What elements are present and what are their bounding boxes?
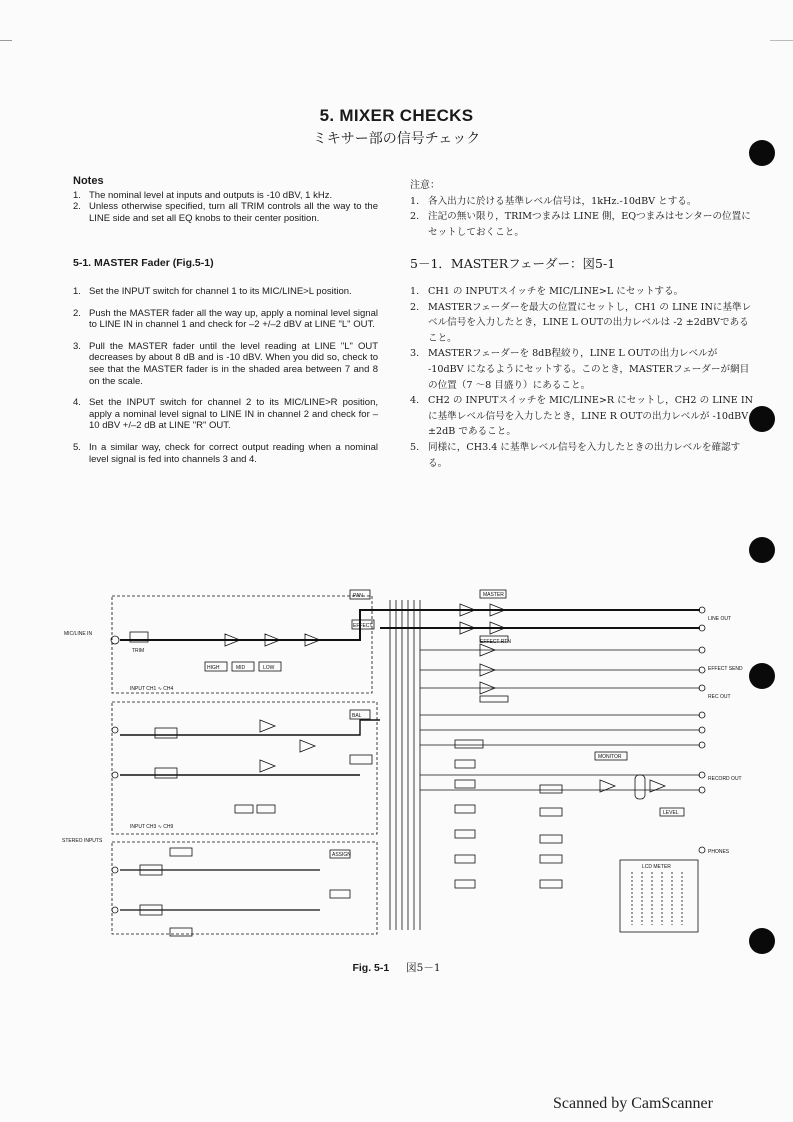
note-text: 注記の無い限り，TRIMつまみは LINE 側，EQつまみはセンターの位置にセットしておくこと。 <box>428 211 751 238</box>
step-item-japanese <box>410 284 755 300</box>
label-stereo-inputs: STEREO INPUTS <box>62 838 103 844</box>
note-text: The nominal level at inputs and outputs is -10 dBV, 1 kHz. <box>89 189 333 201</box>
step-text: In a similar way, check for correct output reading when a nominal level signal is fed into channels 3 and 4. <box>89 441 378 465</box>
scanner-watermark: Scanned by CamScanner <box>553 1095 713 1112</box>
label-effect-send: EFFECT SEND <box>708 666 743 672</box>
binder-hole <box>749 663 775 689</box>
label-mid: MID <box>236 665 246 671</box>
step-item <box>73 397 378 432</box>
step-item <box>73 341 378 387</box>
step-item-japanese <box>410 346 755 393</box>
note-number: 1. <box>73 189 81 201</box>
japanese-column <box>410 178 755 471</box>
step-text: CH1 の INPUTスイッチを MIC/LINE>L にセットする。 <box>428 285 684 297</box>
label-record-out: RECORD OUT <box>708 776 742 782</box>
label-assign: ASSIGN <box>332 852 351 858</box>
label-level: LEVEL <box>663 810 679 816</box>
step-number: 3. <box>73 340 81 352</box>
figure-caption-jp: 図5－1 <box>406 962 441 974</box>
step-number: 3. <box>410 348 420 360</box>
step-item-japanese <box>410 440 755 471</box>
label-bal: BAL <box>352 713 362 719</box>
label-mic-line-in: MIC/LINE IN <box>64 631 93 637</box>
note-number: 1. <box>410 195 420 207</box>
binder-hole <box>749 928 775 954</box>
label-monitor: MONITOR <box>598 754 622 760</box>
scan-edge <box>0 40 12 41</box>
input-module-frame-ch3 <box>112 702 377 834</box>
page-title: 5. MIXER CHECKS <box>319 106 474 125</box>
step-text: Set the INPUT switch for channel 2 to its MIC/LINE>R position, apply a nominal level signal to LINE IN in channel 2 and check for –10 dBV +/–2 dB at LINE "R" OUT. <box>89 397 378 432</box>
step-number: 5. <box>73 441 81 453</box>
step-text: CH2 の INPUTスイッチを MIC/LINE>R にセットし，CH2 の LINE IN に基準レベル信号を入力したとき，LINE R OUTの出力レベルが -10dBV ±2dB であること。 <box>428 395 754 438</box>
step-item <box>73 308 378 331</box>
label-rec-out: REC OUT <box>708 694 731 700</box>
step-number: 5. <box>410 441 420 453</box>
step-number: 4. <box>73 397 81 409</box>
mixer-block-diagram <box>60 580 750 940</box>
label-input-ch3: INPUT CH3 ∿ CH9 <box>130 824 174 830</box>
label-trim: TRIM <box>132 648 145 654</box>
notes-heading-japanese: 注意： <box>410 180 440 191</box>
step-number: 1. <box>73 285 81 297</box>
note-text: 各入出力に於ける基準レベル信号は，1kHz.-10dBV とする。 <box>428 195 697 207</box>
page-title-japanese: ミキサー部の信号チェック <box>312 131 481 147</box>
step-item <box>73 286 378 298</box>
note-item <box>73 201 378 224</box>
figure-caption <box>0 960 793 975</box>
step-item-japanese <box>410 393 755 440</box>
label-master: MASTER <box>483 592 504 598</box>
step-text: Set the INPUT switch for channel 1 to its MIC/LINE>L position. <box>89 285 352 297</box>
note-number: 2. <box>73 201 81 213</box>
label-effect: EFFECT <box>353 623 373 629</box>
step-text: Push the MASTER fader all the way up, apply a nominal level signal to LINE IN in channel 1 and check for –2 +/–2 dBV at LINE "L" OUT. <box>89 307 378 331</box>
label-input-ch1: INPUT CH1 ∿ CH4 <box>130 686 174 692</box>
label-phones: PHONES <box>708 849 730 855</box>
note-item-japanese <box>410 194 755 210</box>
notes-heading: Notes <box>73 175 104 187</box>
step-text: Pull the MASTER fader until the level reading at LINE "L" OUT decreases by about 8 dB and is -10 dBV. When you did so, check to see that the MASTER fader is in the shaded area between 7 and 8 on the scale. <box>89 340 378 387</box>
label-high: HIGH <box>207 665 220 671</box>
step-item <box>73 442 378 465</box>
label-low: LOW <box>263 665 275 671</box>
step-number: 2. <box>410 301 420 313</box>
label-lcd-meter: LCD METER <box>642 864 671 870</box>
figure-caption-en: Fig. 5-1 <box>352 962 390 974</box>
scan-edge <box>770 40 793 41</box>
note-number: 2. <box>410 211 420 223</box>
binder-hole <box>749 537 775 563</box>
note-text: Unless otherwise specified, turn all TRIM controls all the way to the LINE side and set all EQ knobs to their center position. <box>89 201 378 224</box>
step-number: 1. <box>410 285 420 297</box>
step-text: 同様に，CH3.4 に基準レベル信号を入力したときの出力レベルを確認する。 <box>428 441 741 469</box>
label-line-out: LINE OUT <box>708 616 732 622</box>
section-heading-japanese: 5－1．MASTERフェーダー：図5-1 <box>410 256 616 272</box>
step-text: MASTERフェーダーを 8dB程絞り，LINE L OUTの出力レベルが -10dBV になるようにセットする。このとき，MASTERフェーダーが網目の位置（7 ～8 目盛り）にあること。 <box>428 348 750 391</box>
section-heading: 5-1. MASTER Fader (Fig.5-1) <box>73 257 214 270</box>
step-item-japanese <box>410 300 755 347</box>
note-item-japanese <box>410 209 755 240</box>
step-number: 2. <box>73 307 81 319</box>
input-module-frame-ch1 <box>112 596 372 693</box>
step-number: 4. <box>410 395 420 407</box>
english-column <box>73 176 378 465</box>
label-pan: PAN <box>353 593 363 599</box>
step-text: MASTERフェーダーを最大の位置にセットし，CH1 の LINE INに基準レベル信号を入力したとき，LINE L OUTの出力レベルは -2 ±2dBVであること。 <box>428 301 752 344</box>
label-effect-rtn: EFFECT RTN <box>480 639 511 645</box>
note-item <box>73 190 378 202</box>
